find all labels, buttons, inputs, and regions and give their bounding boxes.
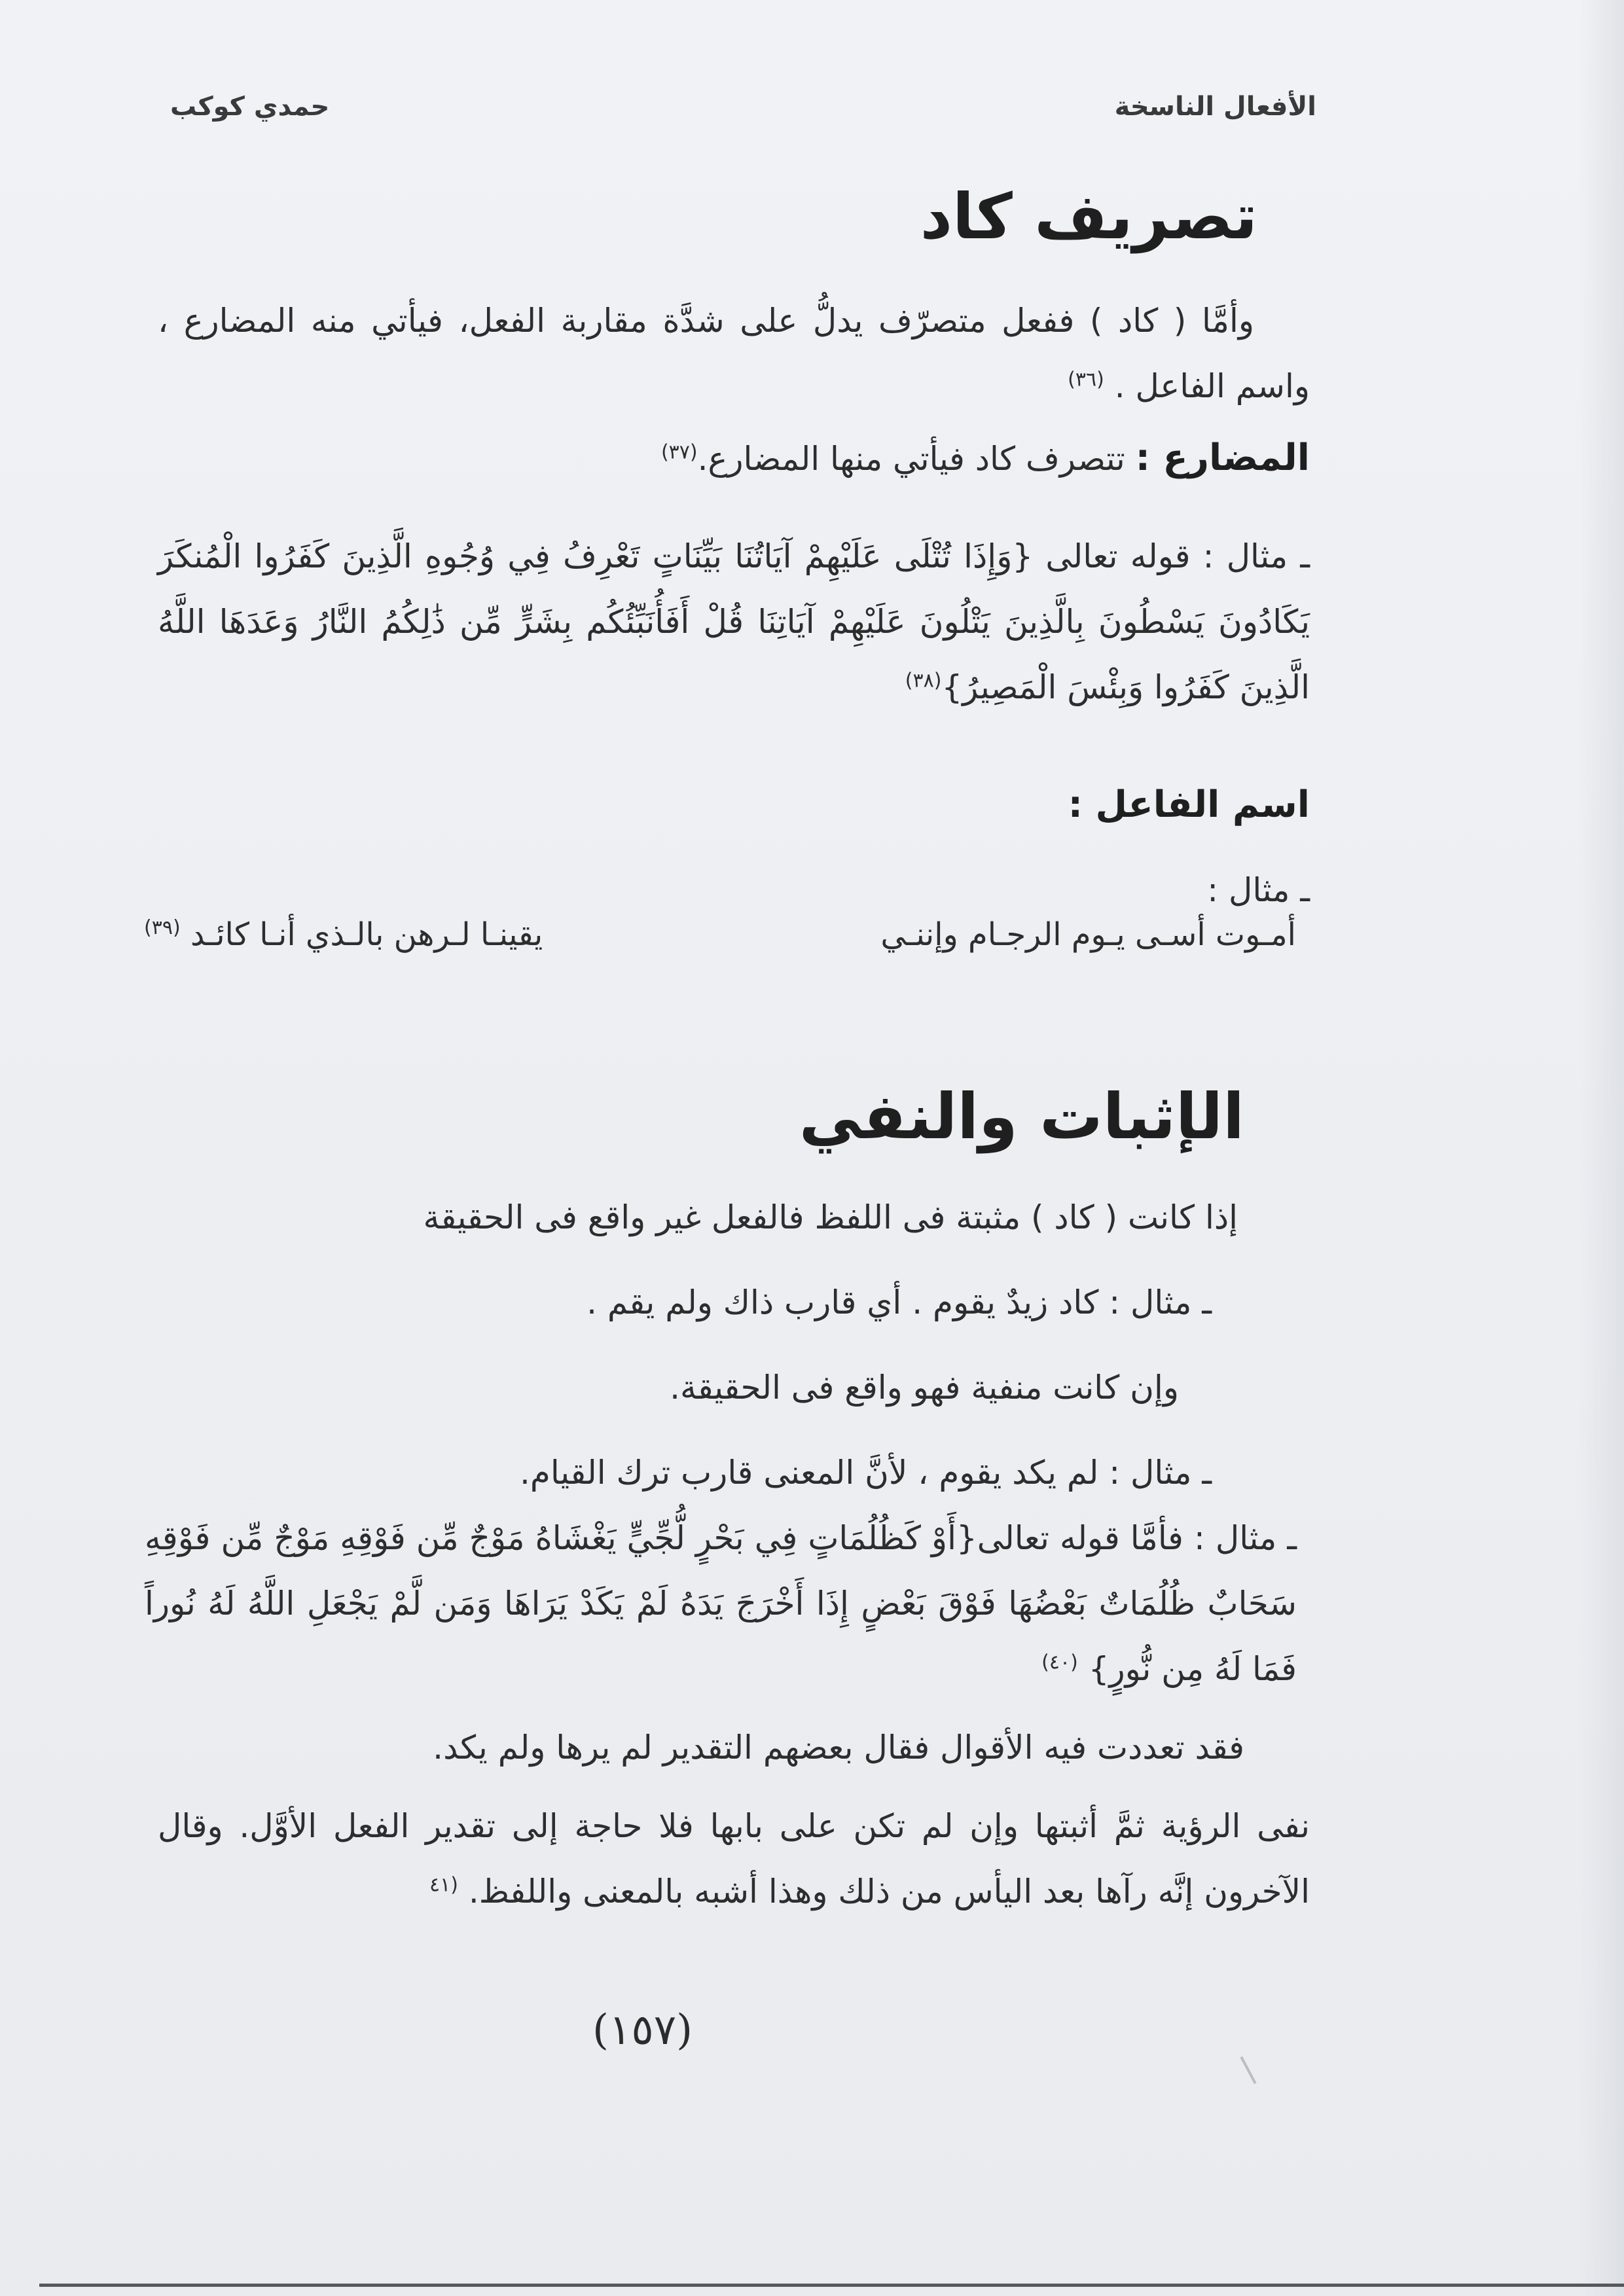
explanation-text: نفى الرؤية ثمَّ أثبتها وإن لم تكن على بابها فلا حاجة إلى تقدير الفعل الأوَّل. وقال الآخرون إنَّه رآها بعد اليأس من ذلك وهذا أشبه بالمعنى واللفظ. [158,1807,1310,1910]
quran-example-2-text: ـ مثال : فأمَّا قوله تعالى{أَوْ كَظُلُمَاتٍ فِي بَحْرٍ لُّجِّيٍّ يَغْشَاهُ مَوْجٌ مِّن فَوْقِهِ مَوْجٌ مِّن فَوْقِهِ سَحَابٌ ظُلُمَاتٌ بَعْضُهَا فَوْقَ بَعْضٍ إِذَا أَخْرَجَ يَدَهُ لَمْ يَكَدْ يَرَاهَا وَمَن لَّمْ يَجْعَلِ اللَّهُ لَهُ نُوراً فَمَا لَهُ مِن نُّورٍ} [145,1519,1297,1688]
verse-second-hemistich [144,916,543,953]
running-header-section: الأفعال الناسخة [1114,92,1316,122]
explanation-paragraph [158,1793,1310,1924]
bottom-edge-line [39,2284,1624,2287]
intro-text: وأمَّا ( كاد ) ففعل متصرّف يدلُّ على شدَّة مقاربة الفعل، فيأتي منه المضارع ، واسم الفاعل . [158,302,1310,405]
mudari-paragraph [158,425,1310,492]
footnote-ref-39: (٣٩) [144,916,181,939]
page-edge-shadow [1578,0,1624,2296]
footnote-ref-36: (٣٦) [1068,368,1104,391]
opinions-line: فقد تعددت فيه الأقوال فقال بعضهم التقدير لم يرها ولم يكد. [433,1729,1244,1767]
verse-first-hemistich: أمـوت أسـى يـوم الرجـام وإننـي [880,916,1296,953]
footnote-ref-37: (٣٧) [660,440,698,464]
fa3il-heading [158,772,1310,838]
scan-mark [1240,2056,1256,2084]
quran-example-1 [158,524,1310,720]
fa3il-example-label: ـ مثال : [1207,871,1310,909]
section-title-affirmation-negation: الإثبات والنفي [799,1080,1244,1153]
footnote-ref-41: (٤١ [429,1873,458,1897]
quran-example-1-text: ـ مثال : قوله تعالى {وَإِذَا تُتْلَى عَلَيْهِمْ آيَاتُنَا بَيِّنَاتٍ تَعْرِفُ فِي وُجُوهِ الَّذِينَ كَفَرُوا الْمُنكَرَ يَكَادُونَ يَسْطُونَ بِالَّذِينَ يَتْلُونَ عَلَيْهِمْ آيَاتِنَا قُلْ أَفَأُنَبِّئُكُم بِشَرٍّ مِّن ذَٰلِكُمُ النَّارُ وَعَدَهَا اللَّهُ الَّذِينَ كَفَرُوا وَبِئْسَ الْمَصِيرُ} [158,537,1310,706]
mudari-label: المضارع : [1135,437,1310,479]
fa3il-label: اسم الفاعل : [1068,783,1310,826]
footnote-ref-38: (٣٨) [905,669,942,692]
intro-paragraph [158,288,1310,419]
quran-example-2 [145,1505,1297,1702]
example-affirmative: ـ مثال : كاد زيدٌ يقوم . أي قارب ذاك ولم يقم . [586,1283,1212,1321]
mudari-text: تتصرف كاد فيأتي منها المضارع. [697,440,1125,478]
running-header-author: حمدي كوكب [170,92,330,122]
example-negative: ـ مثال : لم يكد يقوم ، لأنَّ المعنى قارب ترك القيام. [520,1454,1212,1492]
section-title-conjugation: تصريف كاد [920,180,1257,253]
footnote-ref-40: (٤٠) [1041,1651,1078,1674]
verse-second-hemistich-text: يقينـا لـرهن بالـذي أنـا كائـد [190,916,543,953]
page-number: (١٥٧) [592,2006,693,2054]
rule-affirmative: إذا كانت ( كاد ) مثبتة فى اللفظ فالفعل غير واقع فى الحقيقة [423,1198,1238,1236]
rule-negative: وإن كانت منفية فهو واقع فى الحقيقة. [670,1369,1179,1407]
